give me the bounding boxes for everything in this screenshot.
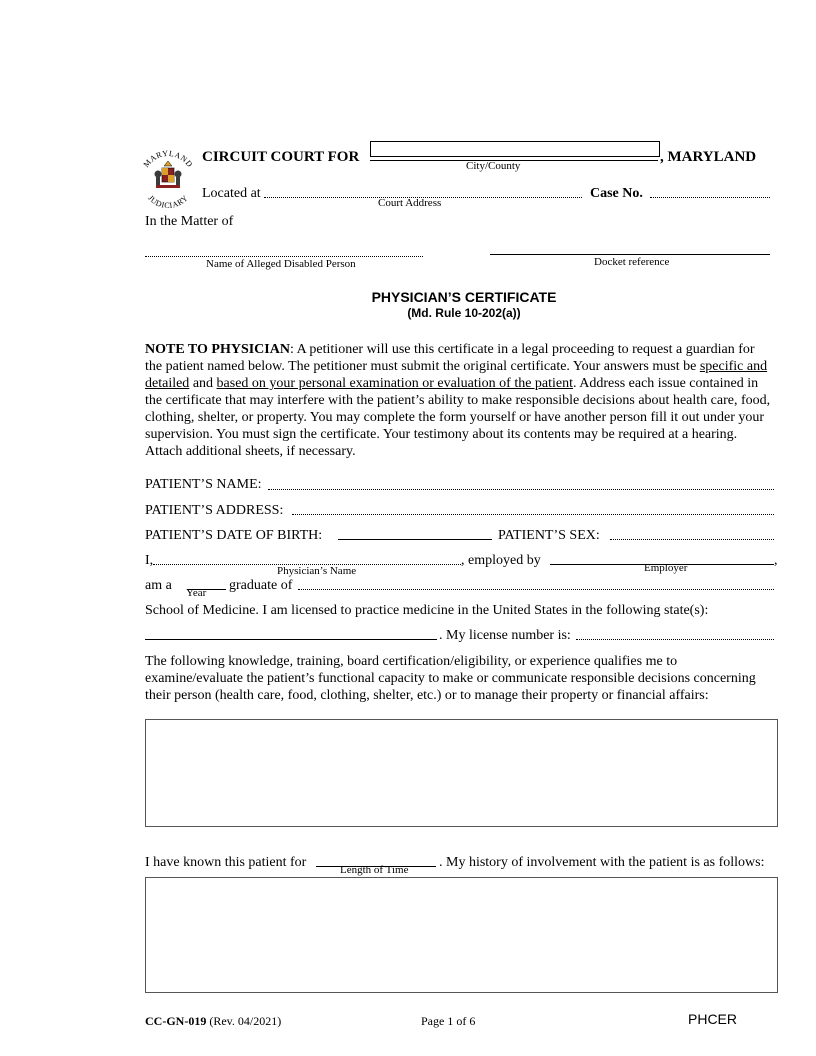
i-label: I, <box>145 553 154 568</box>
footer-page: Page 1 of 6 <box>421 1014 476 1028</box>
footer-code: PHCER <box>688 1011 738 1027</box>
docket-reference-label: Docket reference <box>594 256 670 268</box>
school-input[interactable] <box>300 574 772 589</box>
patient-sex-line <box>610 539 774 540</box>
footer-rev: (Rev. 04/2021) <box>209 1014 282 1028</box>
school-of-medicine-text: School of Medicine. I am licensed to practice medicine in the United States in the following state(s): <box>145 603 709 618</box>
disabled-person-name-label: Name of Alleged Disabled Person <box>206 258 356 270</box>
am-a-label: am a <box>145 578 172 593</box>
license-number-input[interactable] <box>578 624 772 639</box>
patient-sex-input[interactable] <box>612 524 772 539</box>
patient-address-line <box>292 514 774 515</box>
disabled-person-name-line <box>145 256 423 257</box>
length-of-time-label: Length of Time <box>340 864 409 876</box>
docket-reference-line <box>490 254 770 255</box>
court-address-label: Court Address <box>378 197 442 209</box>
patient-dob-label: PATIENT’S DATE OF BIRTH: <box>145 528 323 543</box>
located-at-label: Located at <box>202 186 261 201</box>
svg-text:JUDICIARY <box>146 193 190 208</box>
seal-shield-icon <box>155 161 182 188</box>
patient-sex-label: PATIENT’S SEX: <box>498 528 600 543</box>
case-no-input[interactable] <box>652 183 768 197</box>
city-county-input[interactable] <box>372 143 656 158</box>
known-patient-suffix: . My history of involvement with the patient is as follows: <box>439 855 765 870</box>
note-underline1: specific and detailed <box>145 359 768 391</box>
note-underline2: based on your personal examination or evaluation of the patient <box>216 376 574 391</box>
physician-name-label: Physician’s Name <box>277 565 357 577</box>
patient-dob-line <box>338 539 492 540</box>
known-patient-prefix: I have known this patient for <box>145 855 307 870</box>
disabled-person-name-input[interactable] <box>147 240 421 255</box>
license-states-input[interactable] <box>147 624 435 639</box>
patient-dob-input[interactable] <box>340 524 490 539</box>
case-no-label: Case No. <box>590 186 643 201</box>
patient-name-label: PATIENT’S NAME: <box>145 477 262 492</box>
school-line <box>298 589 774 590</box>
license-states-line <box>145 639 437 640</box>
form-title: PHYSICIAN’S CERTIFICATE <box>371 289 557 305</box>
city-county-label: City/County <box>466 160 521 172</box>
patient-name-input[interactable] <box>270 474 772 489</box>
employer-comma: , <box>774 553 778 568</box>
seal-text-bottom: JUDICIARY <box>146 193 190 208</box>
case-no-line <box>650 197 770 198</box>
footer-form-id-group <box>145 1013 281 1029</box>
in-matter-of: In the Matter of <box>145 214 234 229</box>
employed-by-label: , employed by <box>461 553 541 568</box>
year-label: Year <box>186 587 207 599</box>
seal-text-top: MARYLAND <box>141 148 195 170</box>
court-suffix: , MARYLAND <box>660 149 757 165</box>
note-part2: and <box>189 376 217 391</box>
qualifications-text: The following knowledge, training, board certification/eligibility, or experience qualifies me to examine/evaluate the patient’s functional capacity to make or communicate responsible decisions concerning their person (health care, food, clothing, shelter, etc.) or to manage their property or financial affairs: <box>145 654 756 703</box>
note-to-physician <box>145 341 775 460</box>
note-part1: : A petitioner will use this certificate in a legal proceeding to request a guardian for the patient named below. The petitioner must submit the original certificate. Your answers must be <box>145 342 755 374</box>
graduate-of-label: graduate of <box>229 578 293 593</box>
qualifications-box[interactable] <box>145 719 778 827</box>
note-label: NOTE TO PHYSICIAN <box>145 342 290 357</box>
license-number-label: . My license number is: <box>439 628 571 643</box>
footer-form-id: CC-GN-019 <box>145 1014 207 1028</box>
maryland-judiciary-seal <box>136 146 200 208</box>
employer-label: Employer <box>644 562 688 574</box>
court-prefix: CIRCUIT COURT FOR <box>202 149 360 165</box>
patient-address-input[interactable] <box>294 499 772 514</box>
docket-reference-input[interactable] <box>492 238 768 253</box>
patient-address-label: PATIENT’S ADDRESS: <box>145 503 284 518</box>
patient-name-line <box>268 489 774 490</box>
note-part3: . Address each issue contained in the certificate that may interfere with the patient’s ability to make responsible decisions about health care, food, clothing, shelter, or property. You may complete the form yourself or have another person fill it out under your supervision. You must sign the certificate. Your testimony about its contents may be required at a hearing. Attach additional sheets, if necessary. <box>145 376 771 459</box>
court-address-input[interactable] <box>266 183 580 197</box>
form-rule: (Md. Rule 10-202(a)) <box>407 306 521 320</box>
license-number-line <box>576 639 774 640</box>
physician-name-input[interactable] <box>155 549 459 564</box>
history-box[interactable] <box>145 877 778 993</box>
